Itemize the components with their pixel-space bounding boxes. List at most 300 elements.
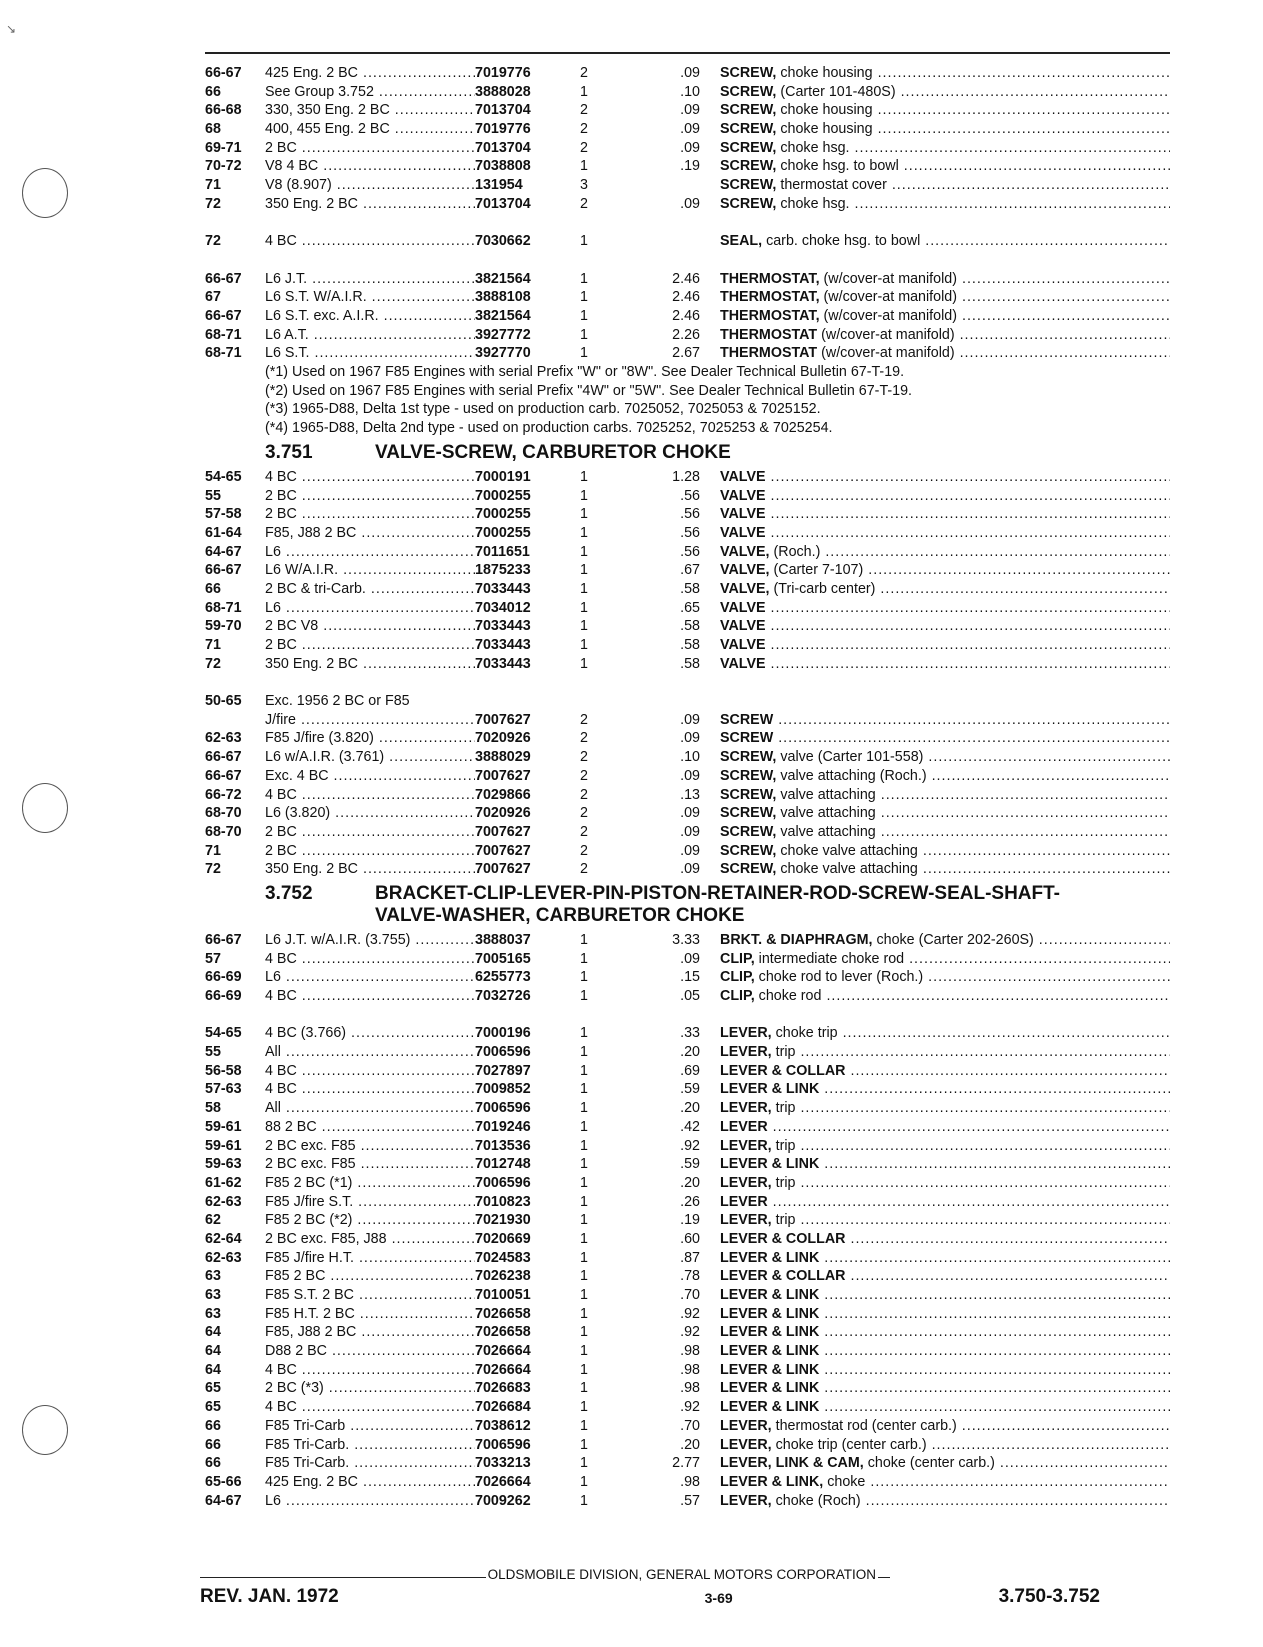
part-number: 3888108 [475,289,531,306]
quantity: 1 [580,1473,588,1490]
year-range: 61-62 [205,1174,242,1191]
table-row [205,655,1170,674]
price: .92 [680,1305,700,1322]
application: 4 BC ..... [265,232,475,251]
part-number: 7030662 [475,233,531,250]
quantity: 1 [580,1044,588,1061]
year-range: 56-58 [205,1062,242,1079]
part-number: 7020926 [475,730,531,747]
description-head: LEVER, [720,1174,772,1191]
quantity: 2 [580,65,588,81]
price: .26 [680,1193,700,1210]
application: L6 J.T. w/A.I.R. (3.755) ..... [265,931,475,950]
year-range: 66-69 [205,988,242,1004]
part-number: 7026684 [475,1399,531,1416]
year-range: 55 [205,487,221,504]
quantity: 1 [580,487,588,504]
description-text: choke hsg. to bowl [776,158,899,175]
quantity: 2 [580,139,588,156]
description-head: SCREW, [720,65,777,81]
year-range: 68-71 [205,345,242,362]
description [720,505,1170,524]
description-head: SCREW, [720,195,777,212]
table-row [205,468,1170,487]
description-text: (w/cover-at manifold) [817,345,955,362]
description [720,543,1170,562]
application: F85, J88 2 BC ..... [265,524,475,543]
year-range: 59-61 [205,1118,242,1135]
description [720,1342,1170,1361]
description [720,1417,1170,1436]
part-number: 3927772 [475,326,531,343]
description-head: LEVER & LINK [720,1287,820,1303]
year-range: 66 [205,1436,221,1453]
description-head: CLIP, [720,950,755,967]
description [720,1155,1170,1174]
description [720,1398,1170,1417]
part-number: 7009262 [475,1492,531,1509]
description-head: LEVER [720,1118,768,1135]
year-range: 68-71 [205,599,242,616]
part-number: 7033213 [475,1455,531,1472]
description-head: LEVER & LINK, [720,1473,824,1490]
part-number: 7033443 [475,618,531,635]
description-head: SCREW, [720,786,777,803]
description-text: choke rod [754,988,822,1004]
year-range: 72 [205,655,221,672]
part-number: 7021930 [475,1212,531,1229]
quantity: 1 [580,655,588,672]
table-row [205,1043,1170,1062]
description [720,176,1170,195]
description-head: SCREW, [720,767,777,784]
description-head: VALVE [720,655,766,672]
group-screw-valve [205,711,1170,879]
year-range: 71 [205,637,221,653]
year-range: 66 [205,83,221,100]
part-number: 7000191 [475,468,531,485]
year-range: 72 [205,861,221,878]
part-number: 7033443 [475,655,531,672]
year-range: 68-70 [205,823,242,840]
price: .58 [680,637,700,653]
description-text: trip [771,1212,796,1229]
punch-hole [22,168,68,218]
quantity: 1 [580,468,588,485]
price: .98 [680,1380,700,1397]
quantity: 1 [580,1156,588,1173]
section-title-cont: VALVE-WASHER, CARBURETOR CHOKE [375,904,745,926]
page-number: 3-69 [704,1590,733,1606]
part-number: 7006596 [475,1436,531,1453]
description-text: valve (Carter 101-558) [776,749,924,766]
part-number: 7027897 [475,1062,531,1079]
quantity: 1 [580,1287,588,1303]
description-head: SCREW [720,730,774,747]
price: .67 [680,562,700,579]
description [720,157,1170,176]
table-row [205,1174,1170,1193]
application: F85 S.T. 2 BC ..... [265,1286,475,1305]
application: J/fire ..... [265,711,475,730]
description-text: carb. choke hsg. to bowl [762,233,921,250]
year-range: 62-63 [205,1193,242,1210]
table-row [205,1473,1170,1492]
description-text: (w/cover-at manifold) [819,307,957,324]
description [720,1174,1170,1193]
description-text: (Roch.) [769,543,821,560]
price: .70 [680,1287,700,1303]
part-number: 7020926 [475,805,531,822]
year-range: 55 [205,1044,221,1061]
description [720,860,1170,879]
part-number: 7007627 [475,842,531,859]
application: All ..... [265,1099,475,1118]
table-row [205,1137,1170,1156]
description-text: trip [771,1174,796,1191]
quantity: 1 [580,270,588,287]
description-head: SCREW, [720,805,777,822]
quantity: 1 [580,1174,588,1191]
description-head: VALVE, [720,562,770,579]
price: .70 [680,1417,700,1434]
quantity: 1 [580,1399,588,1416]
application: 88 2 BC ..... [265,1118,475,1137]
application: 2 BC ..... [265,636,475,655]
description-head: LEVER & LINK [720,1343,820,1360]
description-text: thermostat rod (center carb.) [771,1417,957,1434]
table-row [205,543,1170,562]
description [720,950,1170,969]
quantity: 1 [580,1361,588,1378]
description-head: LEVER, [720,1044,772,1061]
year-range: 69-71 [205,139,242,156]
description [720,307,1170,326]
footer-rule [200,1577,486,1578]
part-number: 7013536 [475,1137,531,1154]
application: 2 BC exc. F85 ..... [265,1137,475,1156]
scan-mark: ↘ [6,22,17,36]
quantity: 1 [580,1268,588,1285]
quantity: 2 [580,786,588,803]
price: .09 [680,65,700,81]
description [720,468,1170,487]
application: 2 BC ..... [265,139,475,158]
price: .15 [680,969,700,986]
table-row [205,1379,1170,1398]
description [720,931,1170,950]
footnote: (*1) Used on 1967 F85 Engines with serial Prefix "W" or "8W". See Dealer Technical Bulletin 67-T-19. [265,364,905,380]
part-number: 7032726 [475,988,531,1004]
description [720,1043,1170,1062]
quantity: 1 [580,1436,588,1453]
description-head: LEVER, [720,1436,772,1453]
year-range: 62-64 [205,1230,242,1247]
quantity: 1 [580,1324,588,1341]
price: .09 [680,102,700,119]
price: .09 [680,950,700,967]
price: 2.46 [672,307,700,324]
quantity: 2 [580,195,588,212]
part-number: 7026683 [475,1380,531,1397]
description [720,1249,1170,1268]
year-range: 65-66 [205,1473,242,1490]
price: 1.28 [672,468,700,485]
description-text: valve attaching [776,786,876,803]
application: F85, J88 2 BC ..... [265,1323,475,1342]
part-number: 7007627 [475,711,531,728]
price: .57 [680,1492,700,1509]
description [720,1080,1170,1099]
description-head: VALVE [720,618,766,635]
description [720,786,1170,805]
description-text: choke housing [776,102,873,119]
quantity: 1 [580,524,588,541]
year-range: 72 [205,233,221,250]
application: L6 ..... [265,543,475,562]
application: 2 BC (*3) ..... [265,1379,475,1398]
quantity: 1 [580,931,588,948]
footnote: (*2) Used on 1967 F85 Engines with serial Prefix "4W" or "5W". See Dealer Technical Bulletin 67-T-19. [265,382,913,399]
year-range: 50-65 [205,693,242,710]
quantity: 1 [580,1305,588,1322]
description-text: choke valve attaching [776,861,918,878]
table-row [205,860,1170,879]
description [720,1436,1170,1455]
quantity: 1 [580,599,588,616]
description-text: choke housing [776,121,873,138]
description-head: LEVER [720,1193,768,1210]
year-range: 67 [205,289,221,306]
description-text: valve attaching [776,823,876,840]
description-head: BRKT. & DIAPHRAGM, [720,931,873,948]
description-head: LEVER, [720,1100,772,1117]
description [720,1024,1170,1043]
application: 2 BC exc. F85 ..... [265,1155,475,1174]
description [720,655,1170,674]
year-range: 72 [205,195,221,212]
year-range: 66-72 [205,786,242,803]
price: 2.46 [672,289,700,306]
description [720,748,1170,767]
year-range: 66 [205,1455,221,1472]
application: L6 S.T. exc. A.I.R. ..... [265,307,475,326]
year-range: 66 [205,580,221,597]
price: .87 [680,1249,700,1266]
description [720,1193,1170,1212]
part-number: 3888029 [475,749,531,766]
year-range: 64 [205,1343,221,1360]
table-row [205,1436,1170,1455]
description-text: choke hsg. [776,195,850,212]
table-row [205,1193,1170,1212]
application: Exc. 4 BC ..... [265,767,475,786]
year-range: 71 [205,842,221,859]
quantity: 1 [580,1249,588,1266]
year-range: 64-67 [205,1492,242,1509]
quantity: 1 [580,1025,588,1042]
table-row [205,767,1170,786]
application: L6 S.T. W/A.I.R. ..... [265,288,475,307]
year-range: 66-67 [205,749,242,766]
description [720,1361,1170,1380]
table-row [205,1267,1170,1286]
description [720,599,1170,618]
application: F85 2 BC (*2) ..... [265,1211,475,1230]
part-number: 7033443 [475,580,531,597]
year-range: 62-63 [205,1249,242,1266]
price: .09 [680,121,700,138]
description [720,1211,1170,1230]
footnote: (*4) 1965-D88, Delta 2nd type - used on production carbs. 7025252, 7025253 & 7025254. [265,420,833,437]
application: 4 BC ..... [265,950,475,969]
description [720,101,1170,120]
application: 2 BC ..... [265,487,475,506]
quantity: 1 [580,289,588,306]
application: F85 Tri-Carb ..... [265,1417,475,1436]
quantity: 1 [580,988,588,1004]
part-number: 7026658 [475,1305,531,1322]
description [720,1473,1170,1492]
part-number: 7013704 [475,195,531,212]
price: .09 [680,767,700,784]
description-text: choke (Carter 202-260S) [872,931,1034,948]
part-number: 7006596 [475,1044,531,1061]
description-head: VALVE [720,637,766,653]
application: L6 J.T. ..... [265,270,475,289]
quantity: 1 [580,1455,588,1472]
table-row [205,83,1170,102]
description-head: VALVE, [720,543,770,560]
year-range: 59-61 [205,1137,242,1154]
application: 2 BC & tri-Carb. ..... [265,580,475,599]
application: 4 BC ..... [265,786,475,805]
price: .59 [680,1156,700,1173]
application: F85 H.T. 2 BC ..... [265,1305,475,1324]
application: 425 Eng. 2 BC ..... [265,1473,475,1492]
quantity: 2 [580,711,588,728]
application: V8 4 BC ..... [265,157,475,176]
part-number: 7029866 [475,786,531,803]
section-heading-3751 [205,442,1170,464]
year-range: 66-67 [205,270,242,287]
table-row [205,599,1170,618]
description-head: SCREW, [720,139,777,156]
description [720,1137,1170,1156]
part-number: 1875233 [475,562,531,579]
description [720,270,1170,289]
division-name: OLDSMOBILE DIVISION, GENERAL MOTORS CORPORATION [487,1567,876,1582]
price: .92 [680,1137,700,1154]
year-range: 57 [205,950,221,967]
application: 4 BC ..... [265,987,475,1006]
price: .56 [680,506,700,523]
part-number: 3821564 [475,270,531,287]
description-head: SCREW, [720,83,777,100]
part-number: 7005165 [475,950,531,967]
price: 3.33 [672,931,700,948]
quantity: 2 [580,767,588,784]
year-range: 66 [205,1417,221,1434]
table-row [205,326,1170,345]
description-head: THERMOSTAT [720,345,818,362]
group-thermostat [205,270,1170,363]
year-range: 66-67 [205,65,242,81]
table-row [205,1024,1170,1043]
description-text: (w/cover-at manifold) [817,326,955,343]
table-row [205,524,1170,543]
revision-date: REV. JAN. 1972 [200,1586,339,1607]
table-row [205,748,1170,767]
description-head: SCREW, [720,158,777,175]
quantity: 2 [580,749,588,766]
application: L6 w/A.I.R. (3.761) ..... [265,748,475,767]
description-head: SCREW, [720,749,777,766]
description [720,1379,1170,1398]
price: .09 [680,805,700,822]
section-title: BRACKET-CLIP-LEVER-PIN-PISTON-RETAINER-ROD-SCREW-SEAL-SHAFT- [375,882,1061,904]
application: F85 J/fire S.T. ..... [265,1193,475,1212]
part-number: 7000255 [475,524,531,541]
year-range: 71 [205,177,221,194]
price: .92 [680,1399,700,1416]
group-bracket-clip [205,931,1170,1006]
table-row [205,1155,1170,1174]
application: L6 A.T. ..... [265,326,475,345]
description-head: LEVER & LINK [720,1380,820,1397]
year-range: 66-67 [205,562,242,579]
price: 2.46 [672,270,700,287]
part-number: 3888037 [475,931,531,948]
application: 2 BC ..... [265,823,475,842]
description [720,139,1170,158]
year-range: 63 [205,1268,221,1285]
application: 2 BC exc. F85, J88 ..... [265,1230,475,1249]
table-row [205,1062,1170,1081]
part-number: 131954 [475,177,523,194]
quantity: 2 [580,102,588,119]
application: 4 BC (3.766) ..... [265,1024,475,1043]
table-row [205,344,1170,363]
description [720,636,1170,655]
section-number: 3.751 [265,441,313,463]
quantity: 2 [580,861,588,878]
year-range: 63 [205,1287,221,1303]
description-text: choke housing [776,65,873,81]
part-number: 7007627 [475,767,531,784]
year-range: 54-65 [205,1025,242,1042]
description-text: (w/cover-at manifold) [819,270,957,287]
description [720,842,1170,861]
description-head: SCREW, [720,861,777,878]
price: 2.26 [672,326,700,343]
application: All ..... [265,1043,475,1062]
quantity: 1 [580,562,588,579]
description-head: CLIP, [720,969,755,986]
table-row [205,729,1170,748]
section-heading-3752 [205,883,1170,927]
table-row [205,1286,1170,1305]
description-head: LEVER & COLLAR [720,1062,846,1079]
application: F85 J/fire H.T. ..... [265,1249,475,1268]
price: .05 [680,988,700,1004]
price: .09 [680,861,700,878]
description-text: choke trip (center carb.) [771,1436,927,1453]
price: .58 [680,580,700,597]
table-row [205,120,1170,139]
quantity: 1 [580,1118,588,1135]
price: .69 [680,1062,700,1079]
